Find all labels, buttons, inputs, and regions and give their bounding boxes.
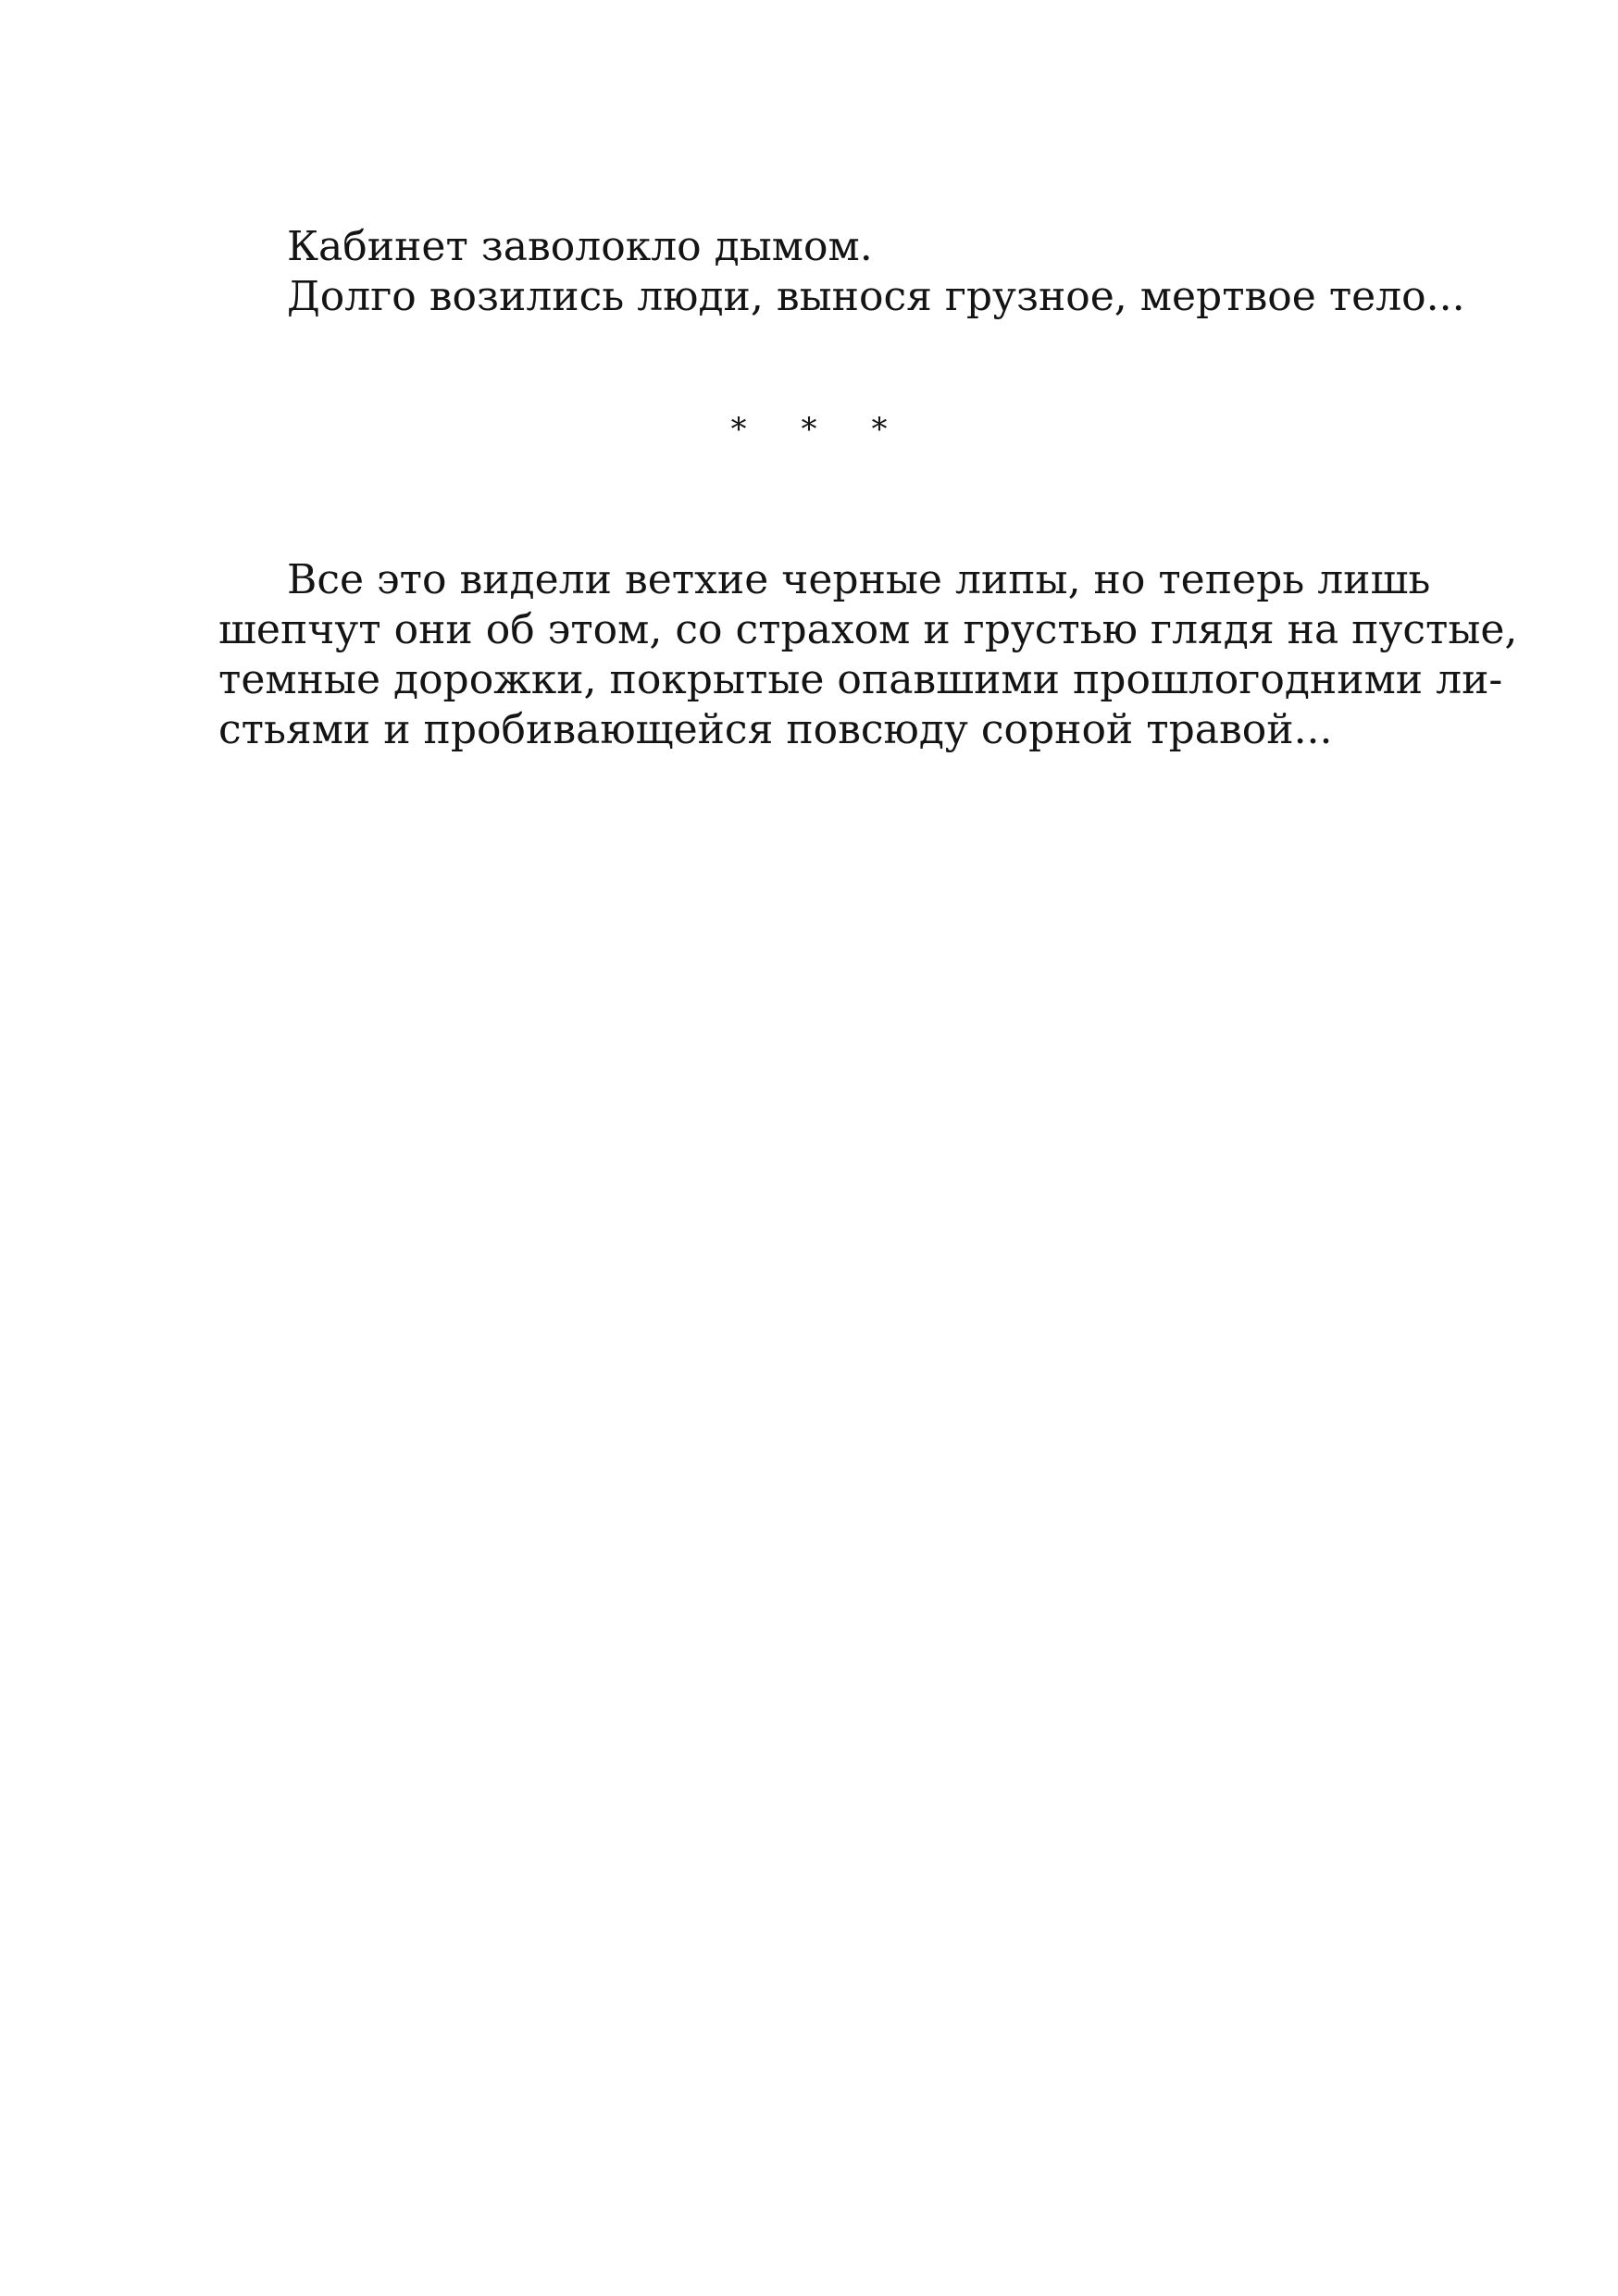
paragraph-line: шепчут они об этом, со страхом и грустью глядя на пустые, bbox=[218, 606, 1518, 653]
separator-asterisk: * bbox=[871, 411, 888, 448]
separator-asterisk: * bbox=[730, 411, 747, 448]
paragraph-line: стьями и пробивающейся повсюду сорной травой... bbox=[218, 706, 1333, 753]
section-separator bbox=[0, 411, 1618, 448]
paragraph-line: Все это видели ветхие черные липы, но теперь лишь bbox=[287, 556, 1431, 603]
paragraph-line: темные дорожки, покрытые опавшими прошлогодними ли- bbox=[218, 656, 1503, 703]
paragraph-line: Долго возились люди, вынося грузное, мертвое тело... bbox=[287, 273, 1465, 320]
separator-asterisk: * bbox=[801, 411, 817, 448]
paragraph-line: Кабинет заволокло дымом. bbox=[287, 223, 873, 270]
